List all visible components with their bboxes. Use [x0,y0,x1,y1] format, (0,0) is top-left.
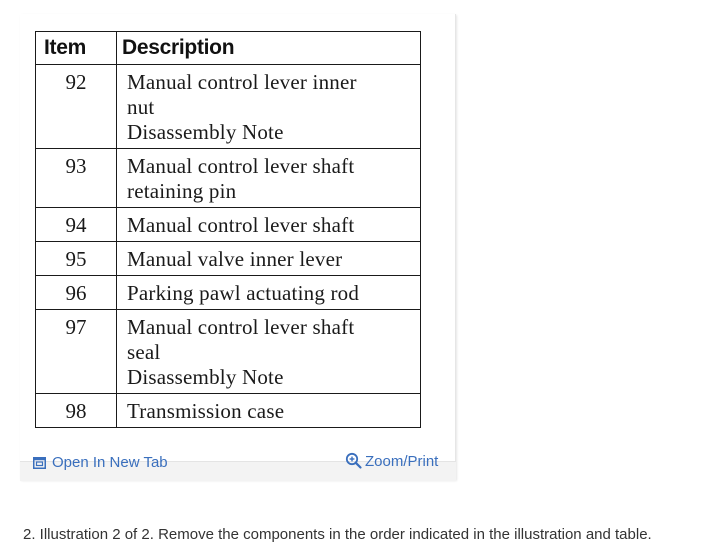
item-number-cell: 95 [36,242,117,276]
description-cell [117,149,421,208]
description-line: Parking pawl actuating rod [127,281,360,305]
zoom-icon [345,452,363,470]
description-cell [117,310,421,394]
item-number-cell: 96 [36,276,117,310]
description-line: Manual control lever inner [127,70,357,94]
description-cell [117,242,421,276]
item-number-cell: 94 [36,208,117,242]
description-line: Disassembly Note [127,365,284,389]
table-row [36,242,421,276]
description-line: seal [127,340,161,364]
description-line: Manual control lever shaft [127,213,355,237]
table-row [36,276,421,310]
table-row [36,208,421,242]
item-column-header: Item [36,32,117,65]
table-row [36,149,421,208]
table-row [36,394,421,428]
description-line: Manual valve inner lever [127,247,343,271]
item-number-cell: 98 [36,394,117,428]
description-line: retaining pin [127,179,237,203]
description-line: nut [127,95,155,119]
table-body [36,65,421,428]
item-number-cell: 97 [36,310,117,394]
parts-table [35,31,421,428]
table-header-row [36,32,421,65]
table-row [36,65,421,149]
open-in-new-tab-link[interactable] [33,454,168,471]
illustration-caption: 2. Illustration 2 of 2. Remove the components in the order indicated in the illustration and table. [23,526,652,543]
description-line: Manual control lever shaft [127,315,355,339]
zoom-print-label: Zoom/Print [365,452,439,470]
description-column-header: Description [117,32,421,65]
item-number-cell: 93 [36,149,117,208]
description-cell [117,394,421,428]
zoom-print-link[interactable] [345,452,438,470]
open-in-new-tab-label: Open In New Tab [52,454,168,471]
description-line: Manual control lever shaft [127,154,355,178]
open-in-new-tab-icon [33,457,46,469]
description-cell [117,65,421,149]
description-line: Disassembly Note [127,120,284,144]
description-line: Transmission case [127,399,285,423]
description-cell [117,276,421,310]
item-number-cell: 92 [36,65,117,149]
table-row [36,310,421,394]
description-cell [117,208,421,242]
